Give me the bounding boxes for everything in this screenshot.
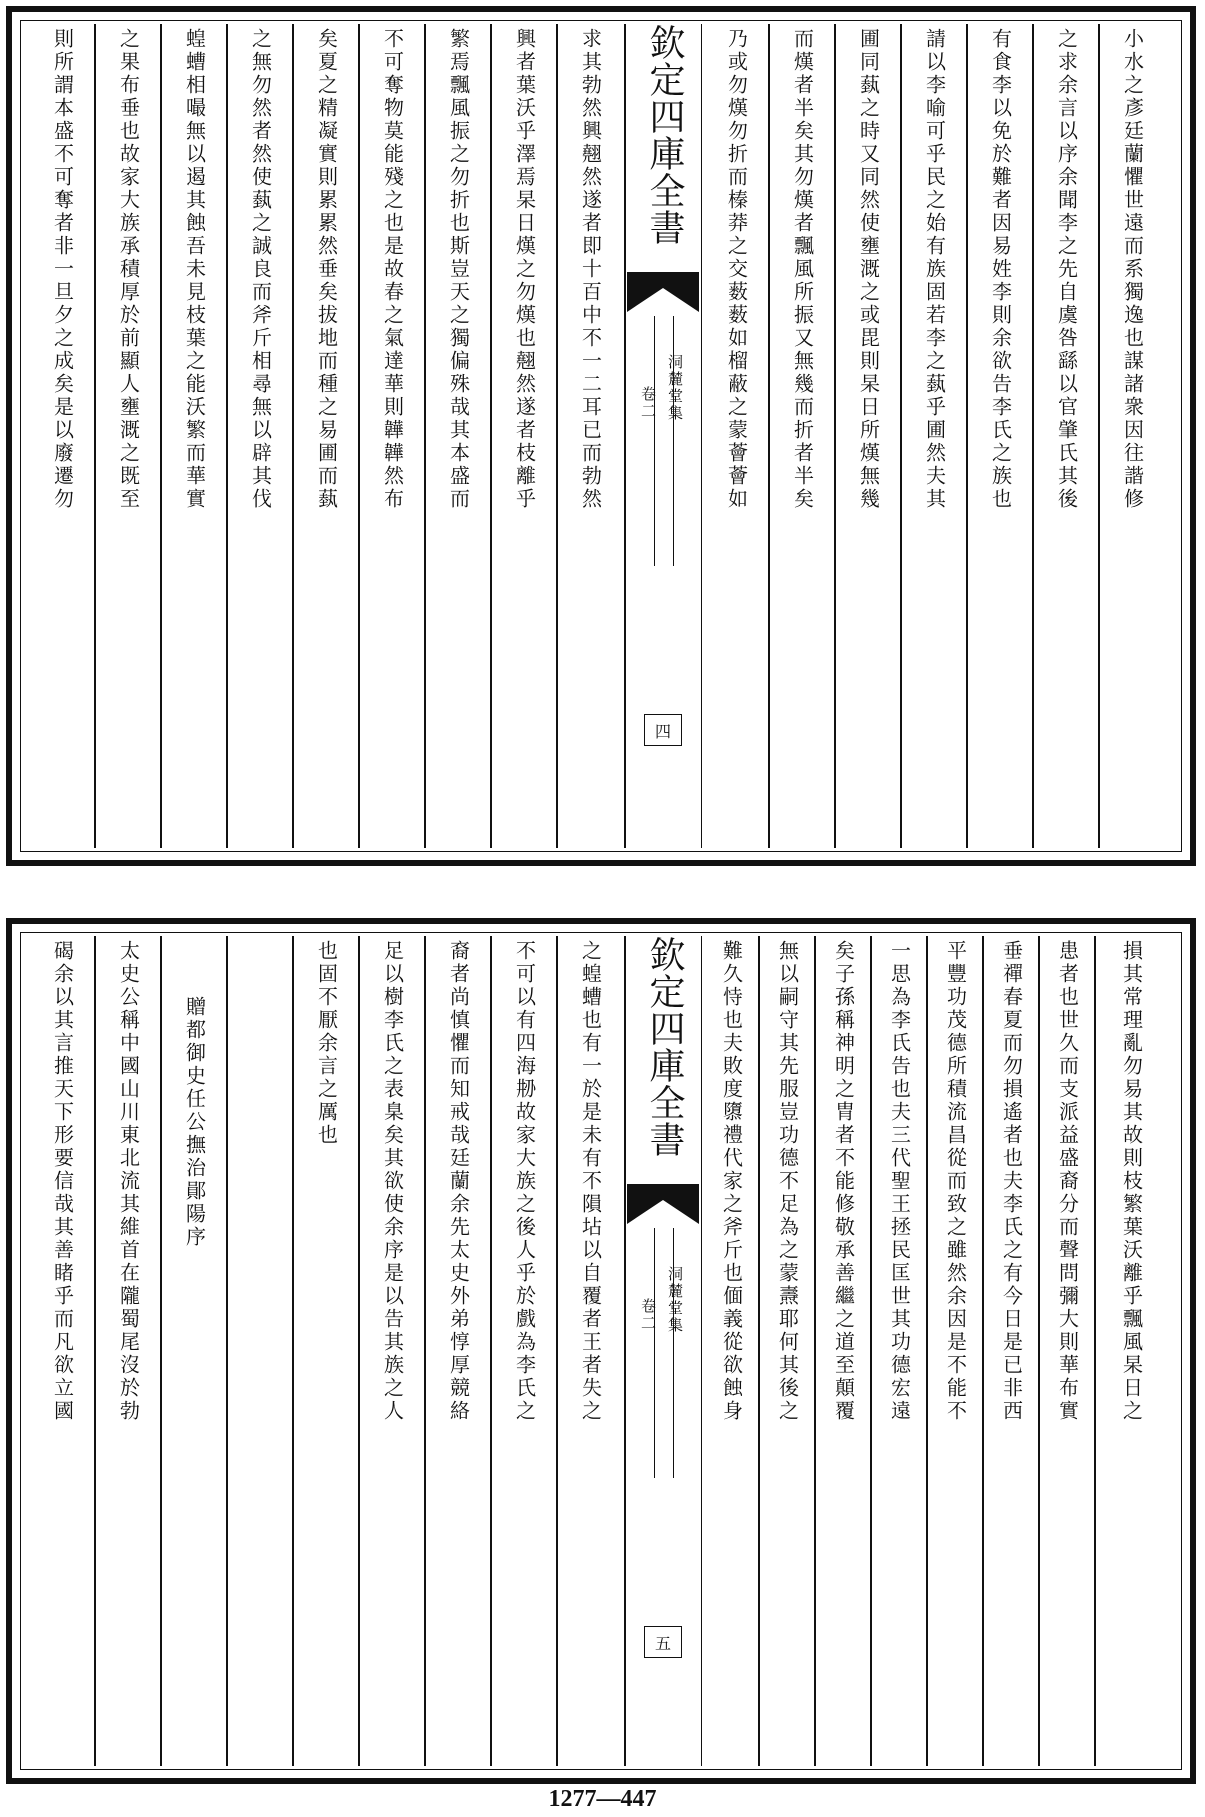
text-column (360, 24, 424, 848)
text-column (968, 24, 1032, 848)
column-text: 矣子孫稱神明之胄者不能修敬承善繼之道至顛覆 (831, 940, 856, 1423)
column-text: 患者也世久而支派益盛裔分而聲問彌大則華布實 (1055, 940, 1080, 1423)
text-column (96, 24, 160, 848)
column-text: 垂禪春夏而勿損遙者也夫李氏之有今日是已非西 (999, 940, 1024, 1423)
column-text: 則所謂本盛不可奪者非一旦夕之成矣是以廢遷勿 (50, 28, 75, 511)
column-text: 請以李喻可乎民之始有族固若李之蓺乎圃然夫其 (922, 28, 947, 511)
text-column (1040, 936, 1094, 1766)
text-column (816, 936, 870, 1766)
gutter-volume: 卷二 (639, 386, 657, 420)
text-column (30, 24, 94, 848)
column-text: 足以樹李氏之表臬矣其欲使余序是以告其族之人 (380, 940, 405, 1423)
text-column (360, 936, 424, 1766)
text-column (704, 24, 768, 848)
text-column (228, 24, 292, 848)
fish-tail-ornament-icon (627, 1184, 699, 1224)
center-gutter (624, 936, 702, 1766)
text-column (492, 936, 556, 1766)
column-text: 難久恃也夫敗度隳禮代家之斧斤也偭義從欲蝕身 (719, 940, 744, 1423)
text-column (760, 936, 814, 1766)
text-column (294, 936, 358, 1766)
text-column (30, 936, 94, 1766)
text-column (872, 936, 926, 1766)
column-text: 損其常理亂勿易其故則枝繁葉沃離乎飄風杲日之 (1119, 940, 1144, 1423)
column-text: 太史公稱中國山川東北流其維首在隴蜀尾沒於勃 (116, 940, 141, 1423)
text-column (704, 936, 758, 1766)
column-text: 不可奪物莫能殘之也是故春之氣達華則韡韡然布 (380, 28, 405, 511)
page-leaf-bottom (6, 918, 1196, 1784)
column-text: 也固不厭余言之厲也 (314, 940, 339, 1147)
text-column (426, 936, 490, 1766)
text-column (492, 24, 556, 848)
gutter-volume: 卷二 (639, 1298, 657, 1332)
center-gutter (624, 24, 702, 848)
text-column (928, 936, 982, 1766)
column-text: 而熯者半矣其勿熯者飄風所振又無幾而折者半矣 (790, 28, 815, 511)
page-number: 五 (644, 1626, 682, 1658)
column-text: 蝗螬相嘬無以遏其蝕吾未見枝葉之能沃繁而華實 (182, 28, 207, 511)
column-text: 一思為李氏告也夫三代聖王拯民匡世其功德宏遠 (887, 940, 912, 1423)
text-column (162, 936, 226, 1766)
column-text: 有食李以免於難者因易姓李則余欲告李氏之族也 (988, 28, 1013, 511)
text-column (294, 24, 358, 848)
text-column (902, 24, 966, 848)
fish-tail-ornament-icon (627, 272, 699, 312)
page-number: 四 (644, 714, 682, 746)
gutter-book-title: 洞麓堂集 (666, 354, 684, 422)
text-column (1100, 24, 1164, 848)
column-text: 平豐功茂德所積流昌從而致之雖然余因是不能不 (943, 940, 968, 1423)
column-text: 碣余以其言推天下形要信哉其善睹乎而凡欲立國 (50, 940, 75, 1423)
page-leaf-top (6, 6, 1196, 866)
text-column (426, 24, 490, 848)
column-text: 之無勿然者然使蓺之誠良而斧斤相尋無以辟其伐 (248, 28, 273, 511)
text-column (770, 24, 834, 848)
text-column (1096, 936, 1166, 1766)
column-text: 之果布垂也故家大族承積厚於前顯人壅溉之既至 (116, 28, 141, 511)
column-text: 圃同蓺之時又同然使壅溉之或毘則杲日所熯無幾 (856, 28, 881, 511)
column-text: 求其勃然興翹然遂者即十百中不一二耳已而勃然 (578, 28, 603, 511)
section-heading: 贈都御史任公撫治鄖陽序 (182, 996, 207, 1249)
catalog-number: 1277—447 (548, 1786, 657, 1812)
text-column (984, 936, 1038, 1766)
text-column (558, 24, 622, 848)
text-column (836, 24, 900, 848)
column-text: 不可以有四海刱故家大族之後人乎於戲為李氏之 (512, 940, 537, 1423)
column-text: 興者葉沃乎澤焉杲日熯之勿熯也翹然遂者枝離乎 (512, 28, 537, 511)
gutter-title: 欽定四庫全書 (644, 936, 685, 1158)
column-text: 矣夏之精凝實則累累然垂矣拔地而種之易圃而蓺 (314, 28, 339, 511)
column-text: 無以嗣守其先服豈功德不足為之蒙燾耶何其後之 (775, 940, 800, 1423)
column-text: 裔者尚慎懼而知戒哉廷蘭余先太史外弟惇厚競絡 (446, 940, 471, 1423)
column-text: 繁焉飄風振之勿折也斯豈天之獨偏殊哉其本盛而 (446, 28, 471, 511)
column-text: 乃或勿熯勿折而榛莽之交薮薮如榴蔽之蒙薈薈如 (724, 28, 749, 511)
text-column (558, 936, 622, 1766)
gutter-book-title: 洞麓堂集 (666, 1266, 684, 1334)
text-column (1034, 24, 1098, 848)
text-column (162, 24, 226, 848)
column-text: 之蝗螬也有一於是未有不隕坫以自覆者王者失之 (578, 940, 603, 1423)
gutter-title: 欽定四庫全書 (644, 24, 685, 246)
column-text: 小水之彥廷蘭懼世遠而系獨逸也謀諸衆因往諧修 (1120, 28, 1145, 511)
text-column (228, 936, 292, 1766)
column-text: 之求余言以序余聞李之先自虞咎繇以官肇氏其後 (1054, 28, 1079, 511)
text-column (96, 936, 160, 1766)
